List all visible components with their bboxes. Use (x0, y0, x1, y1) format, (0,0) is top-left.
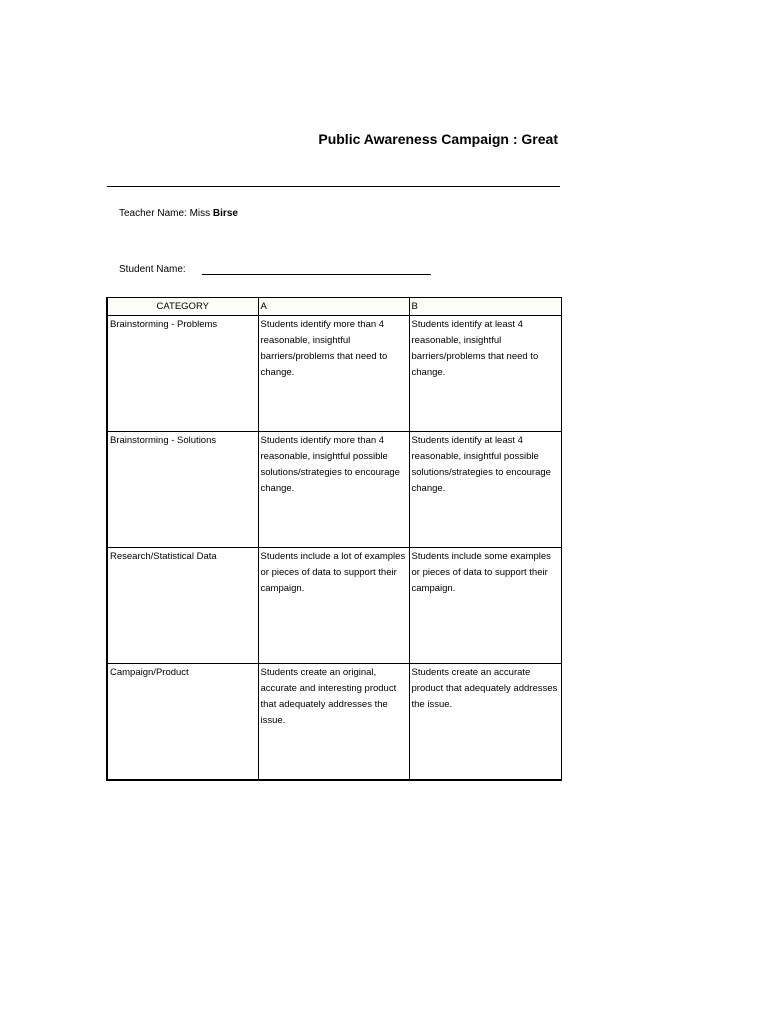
title-divider (107, 186, 560, 187)
category-cell: Research/Statistical Data (107, 548, 258, 664)
teacher-name-line (119, 208, 238, 219)
table-row (107, 432, 561, 548)
level-b-cell: Students identify at least 4 reasonable, insightful barriers/problems that need to change. (409, 316, 561, 432)
category-cell: Brainstorming - Problems (107, 316, 258, 432)
table-row (107, 316, 561, 432)
teacher-name: Birse (212, 208, 238, 219)
column-header-a: A (258, 298, 409, 316)
rubric-table (106, 297, 562, 781)
level-a-cell: Students identify more than 4 reasonable, insightful possible solutions/strategies to encourage change. (258, 432, 409, 548)
student-label: Student Name: (119, 264, 186, 275)
column-header-b: B (409, 298, 561, 316)
category-cell: Campaign/Product (107, 664, 258, 780)
student-name-blank (202, 274, 431, 275)
level-b-cell: Students create an accurate product that adequately addresses the issue. (409, 664, 561, 780)
teacher-label: Teacher Name: Miss (119, 208, 213, 219)
column-header-category: CATEGORY (107, 298, 258, 316)
level-b-cell: Students include some examples or pieces of data to support their campaign. (409, 548, 561, 664)
level-a-cell: Students create an original, accurate and interesting product that adequately addresses the issue. (258, 664, 409, 780)
category-cell: Brainstorming - Solutions (107, 432, 258, 548)
table-row (107, 664, 561, 780)
level-a-cell: Students include a lot of examples or pieces of data to support their campaign. (258, 548, 409, 664)
table-row (107, 548, 561, 664)
level-a-cell: Students identify more than 4 reasonable, insightful barriers/problems that need to change. (258, 316, 409, 432)
table-header-row (107, 298, 561, 316)
page-title: Public Awareness Campaign : Great (318, 131, 558, 147)
level-b-cell: Students identify at least 4 reasonable, insightful possible solutions/strategies to encourage change. (409, 432, 561, 548)
